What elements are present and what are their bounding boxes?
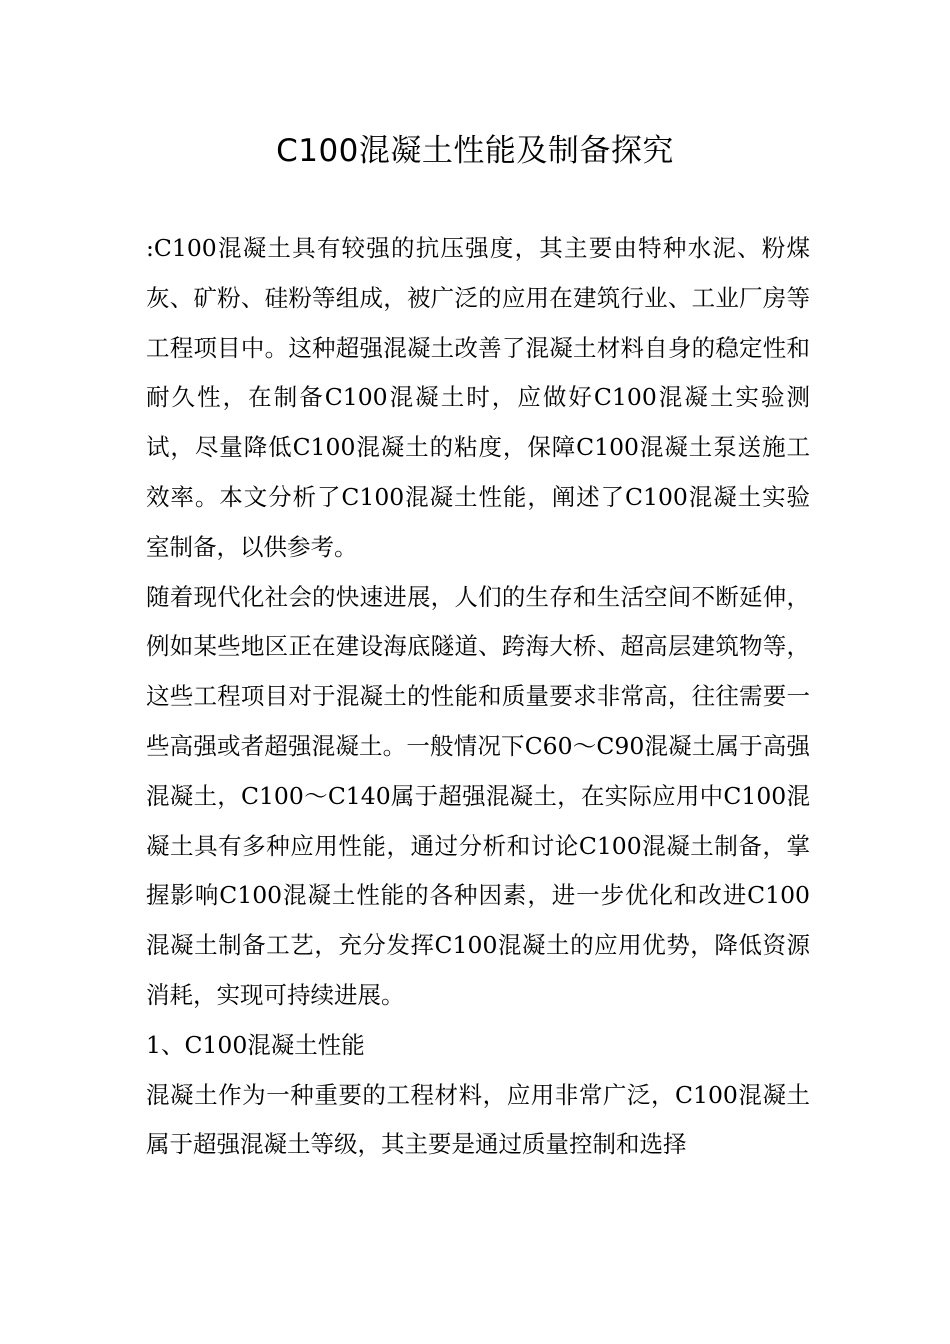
document-title: C100混凝土性能及制备探究 xyxy=(276,133,674,169)
abstract-paragraph: :C100混凝土具有较强的抗压强度，其主要由特种水泥、粉煤灰、矿粉、硅粉等组成，被广泛的应用在建筑行业、工业厂房等工程项目中。这种超强混凝土改善了混凝土材料自身的稳定性和耐久性，在制备C100混凝土时，应做好C100混凝土实验测试，尽量降低C100混凝土的粘度，保障C100混凝土泵送施工效率。本文分析了C100混凝土性能，阐述了C100混凝土实验室制备，以供参考。 xyxy=(146,234,810,561)
section-heading: 1、C100混凝土性能 xyxy=(146,1030,365,1059)
document-body xyxy=(146,224,810,1170)
intro-paragraph: 随着现代化社会的快速进展，人们的生存和生活空间不断延伸，例如某些地区正在建设海底隧道、跨海大桥、超高层建筑物等，这些工程项目对于混凝土的性能和质量要求非常高，往往需要一些高强或者超强混凝土。一般情况下C60～C90混凝土属于高强混凝土，C100～C140属于超强混凝土，在实际应用中C100混凝土具有多种应用性能，通过分析和讨论C100混凝土制备，掌握影响C100混凝土性能的各种因素，进一步优化和改进C100混凝土制备工艺，充分发挥C100混凝土的应用优势，降低资源消耗，实现可持续进展。 xyxy=(146,582,810,1009)
section-paragraph: 混凝土作为一种重要的工程材料，应用非常广泛，C100混凝土属于超强混凝土等级，其主要是通过质量控制和选择 xyxy=(146,1080,810,1159)
